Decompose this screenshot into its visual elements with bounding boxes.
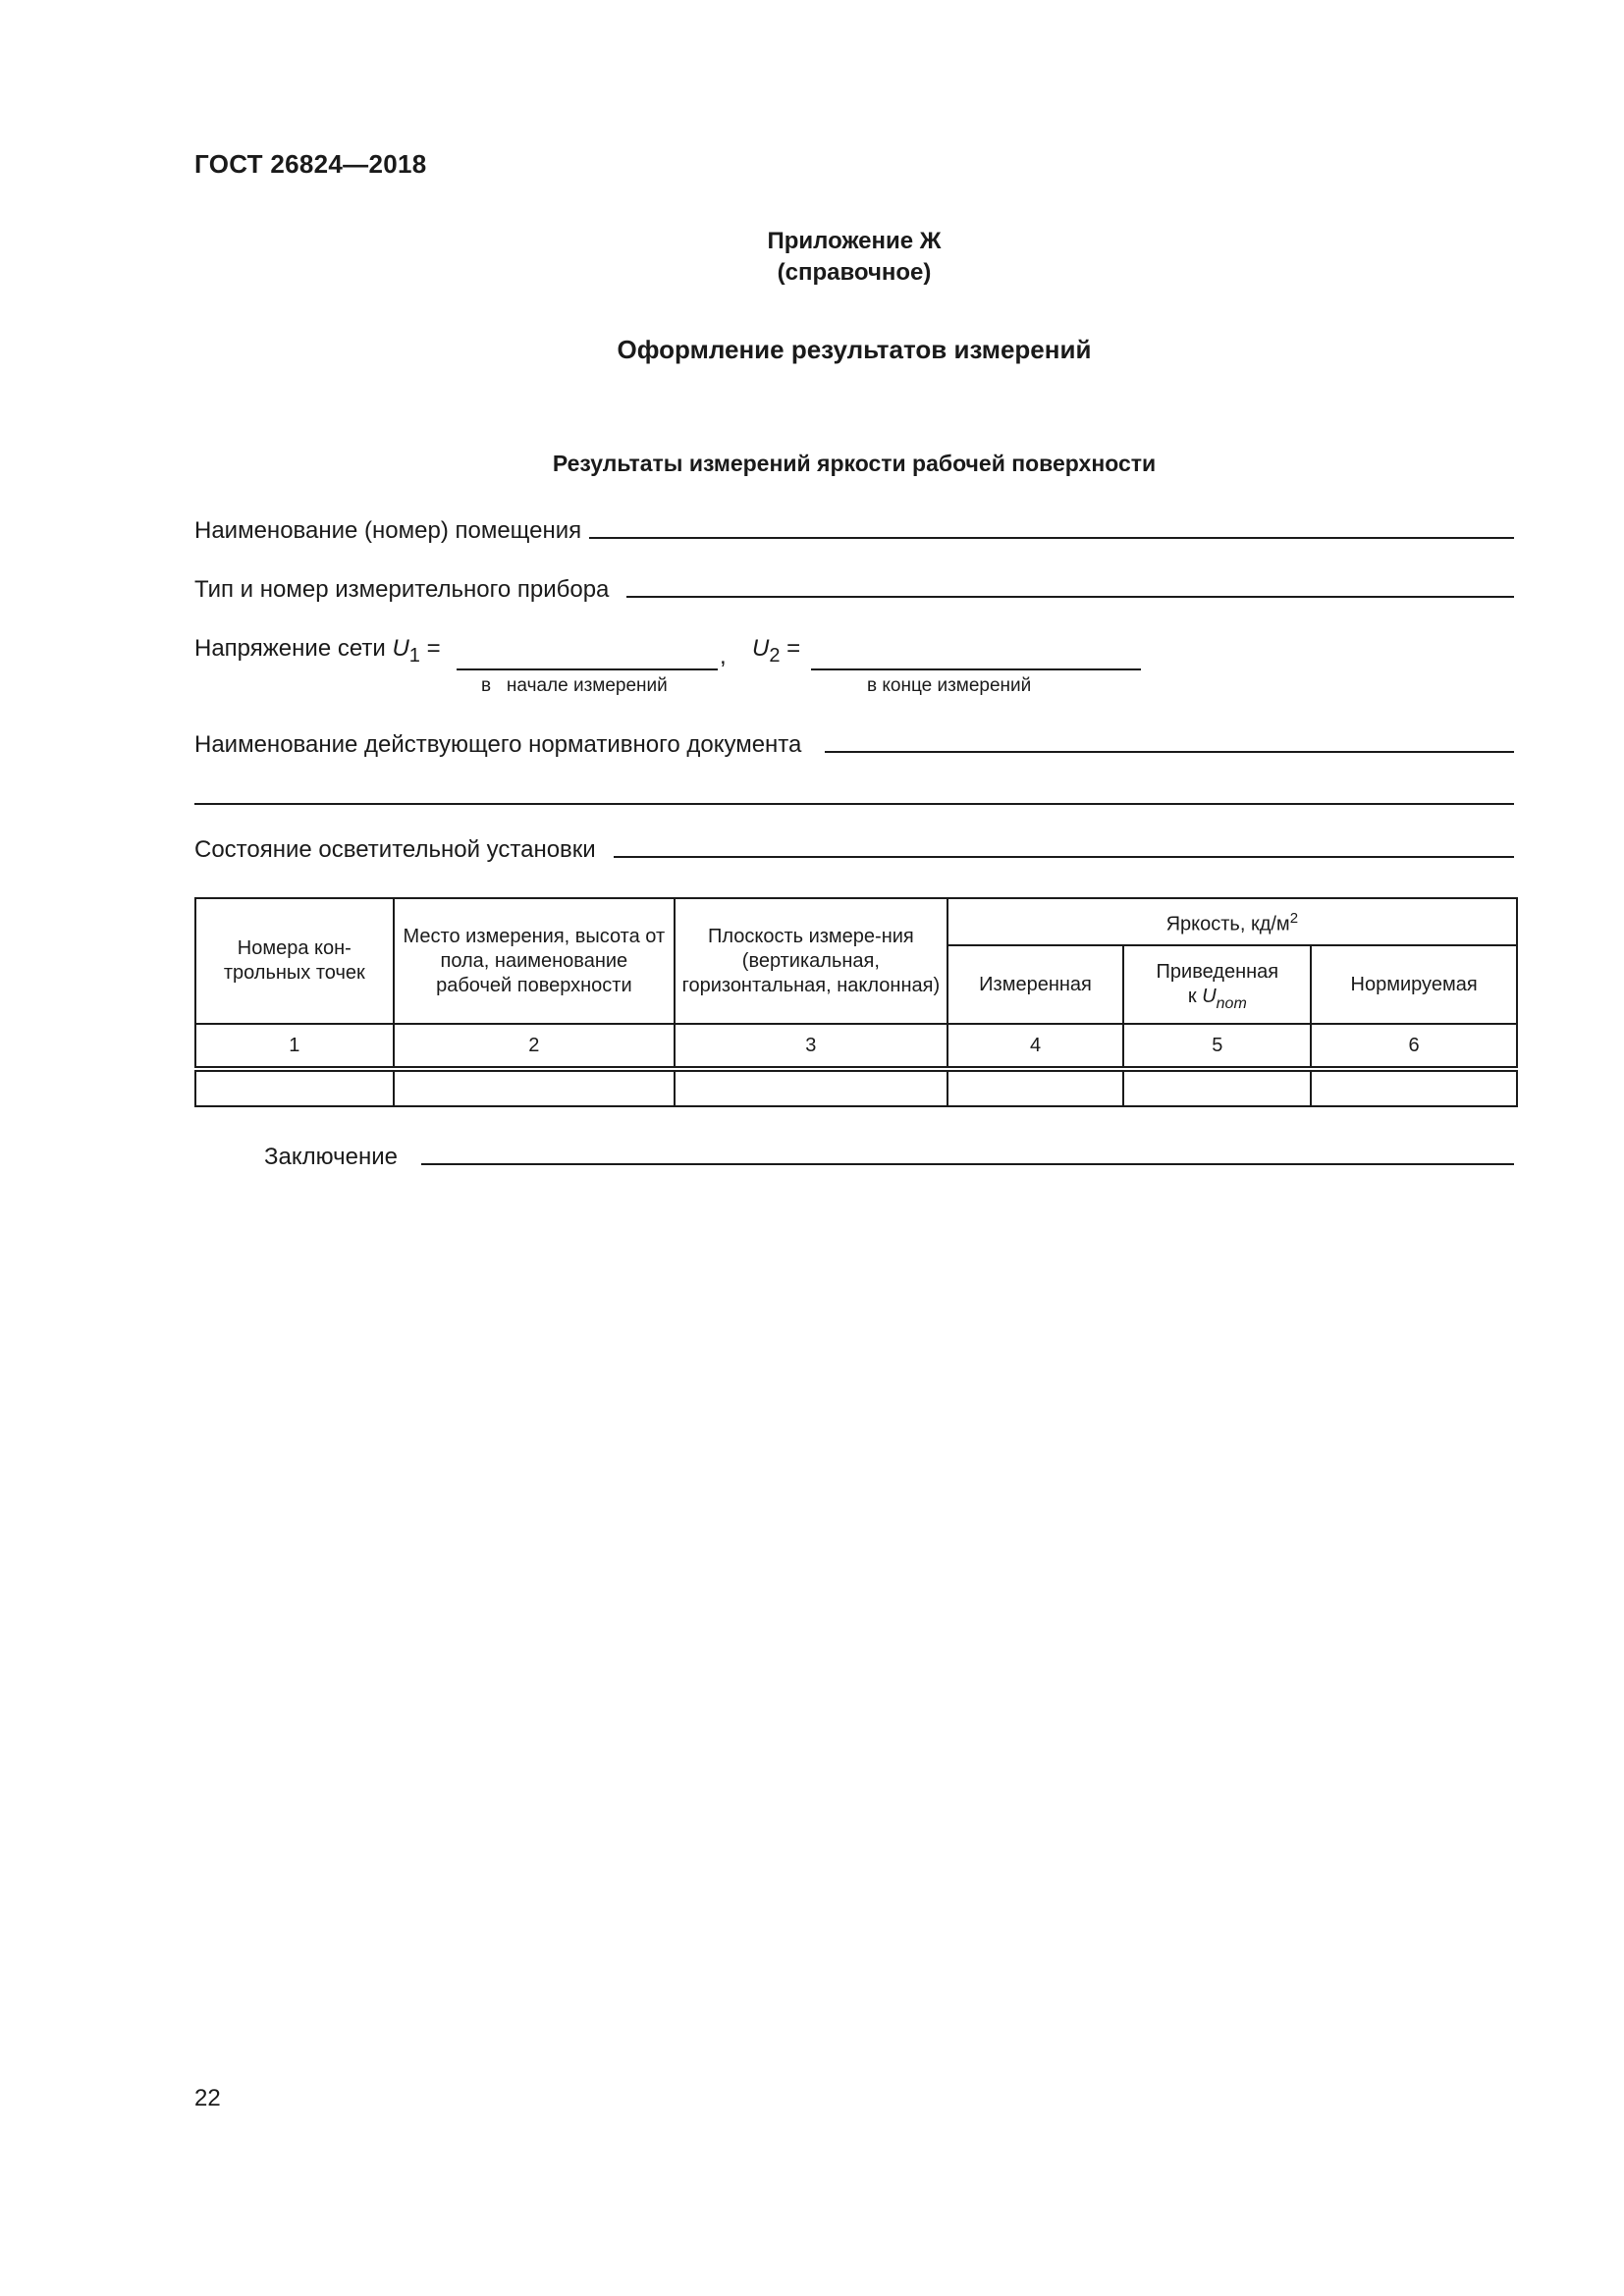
page-number: 22	[194, 2085, 221, 2111]
voltage-end-input-line[interactable]	[811, 668, 1141, 670]
lighting-state-input-line[interactable]	[614, 856, 1514, 858]
table-cell[interactable]	[947, 1069, 1124, 1106]
column-number: 1	[195, 1024, 394, 1069]
device-field	[194, 576, 1514, 604]
conclusion-input-line[interactable]	[421, 1163, 1514, 1165]
table-cell[interactable]	[195, 1069, 394, 1106]
voltage-label-text: Напряжение сети	[194, 635, 386, 662]
normative-doc-input-line[interactable]	[825, 751, 1514, 753]
column-number: 5	[1123, 1024, 1311, 1069]
voltage-comma: ,	[720, 643, 727, 669]
annex-title: Приложение Ж	[767, 228, 942, 254]
normative-doc-label: Наименование действующего нормативного документа	[194, 731, 802, 758]
voltage-symbol-u1: U	[392, 635, 409, 662]
col-header-plane: Плоскость измере-ния (вертикальная, горизонтальная, наклонная)	[675, 898, 947, 1024]
col-header-normative: Нормируемая	[1311, 945, 1517, 1024]
lighting-state-label: Состояние осветительной установки	[194, 836, 596, 863]
conclusion-label: Заключение	[264, 1144, 398, 1170]
voltage-u2-label	[752, 635, 801, 667]
main-title: Оформление результатов измерений	[617, 335, 1092, 364]
normative-doc-input-line-2[interactable]	[194, 803, 1514, 805]
col-header-measured: Измеренная	[947, 945, 1124, 1024]
column-number: 6	[1311, 1024, 1517, 1069]
device-input-line[interactable]	[626, 596, 1514, 598]
voltage-equals-2: =	[786, 635, 801, 662]
table-cell[interactable]	[1123, 1069, 1311, 1106]
reduced-symbol-u: U	[1202, 985, 1217, 1007]
voltage-subscript-2: 2	[769, 645, 781, 667]
col-header-luminance	[947, 898, 1517, 945]
voltage-start-input-line[interactable]	[457, 668, 718, 670]
column-number: 2	[394, 1024, 675, 1069]
col-header-location: Место измерения, высота от пола, наименование рабочей поверхности	[394, 898, 675, 1024]
voltage-start-caption: в начале измерений	[481, 675, 668, 696]
table-cell[interactable]	[1311, 1069, 1517, 1106]
section-title: Результаты измерений яркости рабочей поверхности	[552, 451, 1157, 476]
room-input-line[interactable]	[589, 537, 1514, 539]
conclusion-field	[264, 1144, 1514, 1171]
voltage-symbol-u2: U	[752, 635, 770, 662]
table-cell[interactable]	[394, 1069, 675, 1106]
reduced-subscript-nom: nom	[1216, 994, 1247, 1012]
lighting-state-field	[194, 836, 1514, 864]
room-label: Наименование (номер) помещения	[194, 517, 582, 544]
reduced-label: Приведенная	[1156, 960, 1279, 983]
annex-type: (справочное)	[777, 259, 932, 286]
room-field	[194, 517, 1514, 545]
voltage-equals-1: =	[426, 635, 441, 662]
column-number: 4	[947, 1024, 1124, 1069]
normative-doc-field	[194, 731, 1514, 759]
luminance-label: Яркость, кд/м	[1165, 913, 1290, 935]
device-label: Тип и номер измерительного прибора	[194, 576, 610, 603]
voltage-label	[194, 635, 441, 667]
reduced-prefix: к	[1187, 985, 1203, 1007]
document-id: ГОСТ 26824—2018	[194, 149, 427, 179]
voltage-end-caption: в конце измерений	[867, 675, 1032, 696]
luminance-unit-superscript: 2	[1289, 910, 1299, 928]
col-header-reduced	[1123, 945, 1311, 1024]
measurement-table	[194, 897, 1518, 1107]
voltage-subscript-1: 1	[408, 645, 420, 667]
column-number: 3	[675, 1024, 947, 1069]
col-header-point-numbers: Номера кон-трольных точек	[195, 898, 394, 1024]
table-cell[interactable]	[675, 1069, 947, 1106]
table-row	[195, 1069, 1517, 1106]
